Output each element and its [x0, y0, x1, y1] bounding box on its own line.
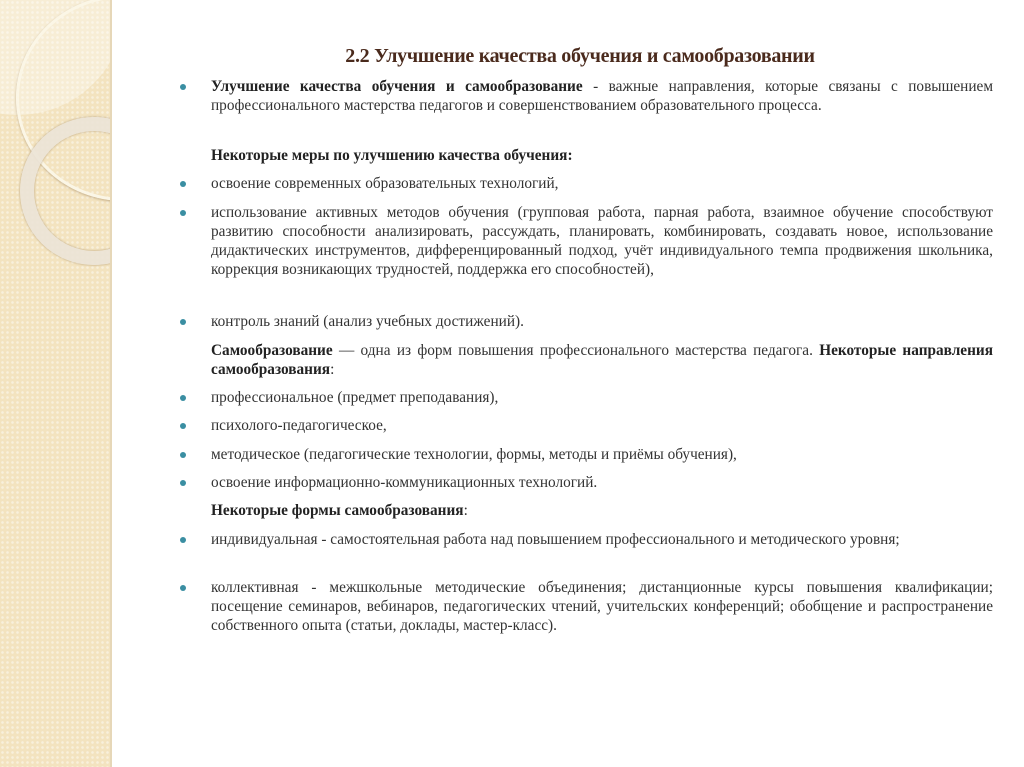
intro-paragraph [211, 77, 993, 115]
slide-title: 2.2 Улучшение качества обучения и самообразовании [345, 45, 815, 67]
bullet-icon [180, 181, 186, 187]
bullet-icon [180, 537, 186, 543]
bullet-icon [180, 452, 186, 458]
intro-term: Улучшение качества обучения и самообразование [211, 78, 583, 95]
bullet-icon [180, 480, 186, 486]
decorative-sidebar [0, 0, 112, 767]
forms-heading: Некоторые формы самообразования: [211, 502, 468, 519]
bullet-icon [180, 585, 186, 591]
bullet-icon [180, 423, 186, 429]
list-item: освоение информационно-коммуникационных технологий. [211, 474, 598, 491]
list-item: контроль знаний (анализ учебных достижений). [211, 313, 524, 330]
measures-heading: Некоторые меры по улучшению качества обучения: [211, 147, 573, 164]
list-item: использование активных методов обучения (групповая работа, парная работа, взаимное обучение способствуют развитию способности анализировать, рассуждать, планировать, комбинировать, создавать новое, использование дидактических инструментов, дифференцированный подход, учёт индивидуального темпа продвижения школьника, коррекция возникающих трудностей, поддержка его способностей), [211, 204, 993, 278]
bullet-icon [180, 84, 186, 90]
list-item: индивидуальная - самостоятельная работа над повышением профессионального и методического уровня; [211, 531, 900, 548]
self-education-paragraph: Самообразование — одна из форм повышения профессионального мастерства педагога. Некоторые направления самообразования: [211, 342, 993, 378]
list-item: освоение современных образовательных технологий, [211, 175, 559, 192]
intro-text: - важные направления, которые связаны с повышением профессионального мастерства педагогов и совершенствованием образовательного процесса. [211, 78, 993, 114]
list-item: методическое (педагогические технологии, формы, методы и приёмы обучения), [211, 446, 737, 463]
list-item: профессиональное (предмет преподавания), [211, 389, 499, 406]
bullet-icon [180, 210, 186, 216]
list-item: коллективная - межшкольные методические объединения; дистанционные курсы повышения квалификации; посещение семинаров, вебинаров, педагогических чтений, учительских конференций; обобщение и распространение собственного опыта (статьи, доклады, мастер-класс). [211, 579, 993, 634]
bullet-icon [180, 395, 186, 401]
list-item: психолого-педагогическое, [211, 417, 387, 434]
bullet-icon [180, 319, 186, 325]
